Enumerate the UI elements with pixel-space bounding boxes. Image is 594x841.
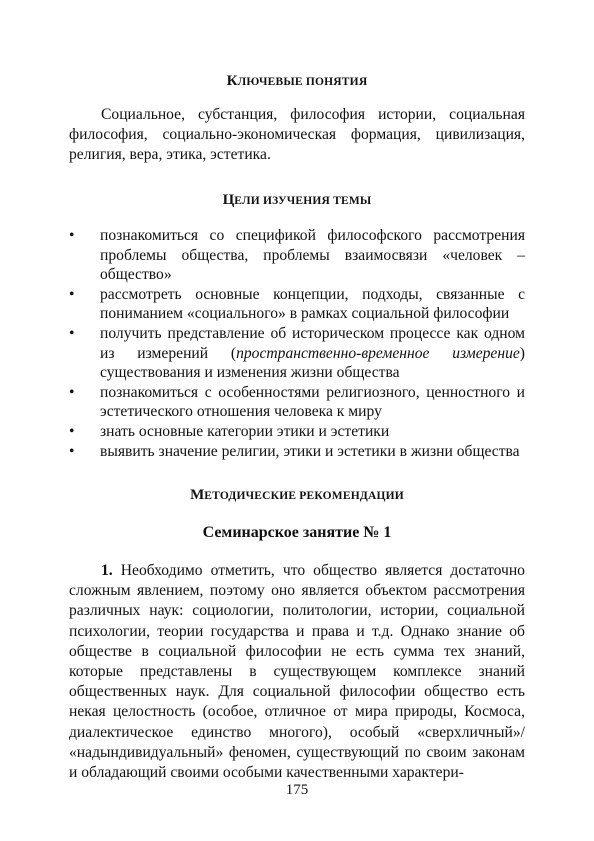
key-concepts-heading-initial: К xyxy=(226,73,238,89)
paragraph-text: Необходимо отметить, что общество является достаточно сложным явлением, поэтому оно является объектом рассмотрения различных наук: социологии, политологии, истории, социальной психологии, теории государства и права и т.д. Однако знание об обществе в социальной философии не есть сумма тех знаний, которые представлены в существующем комплексе знаний общественных наук. Для социальной философии общество есть некая целостность (особое, отличное от мира природы, Космоса, диалектическое единство многого), особый «сверхличный»/ «надындивидуальный» феномен, существующий по своим законам и обладающий своими особыми качественными характери- xyxy=(69,562,525,782)
goal-item-text: выявить значение религии, этики и эстетики в жизни общества xyxy=(100,442,520,460)
goal-item-text: знать основные категории этики и эстетики xyxy=(100,422,390,440)
goal-item xyxy=(69,422,525,442)
goal-item-text: рассмотреть основные концепции, подходы, связанные с пониманием «социального» в рамках социальной философии xyxy=(100,285,525,323)
methodical-heading xyxy=(69,486,525,506)
goal-item xyxy=(69,442,525,462)
key-concepts-heading-rest: ЛЮЧЕВЫЕ ПОНЯТИЯ xyxy=(237,76,368,88)
bullet-icon: • xyxy=(69,324,75,342)
goal-item xyxy=(69,285,525,324)
methodical-heading-initial: М xyxy=(190,487,205,503)
bullet-icon: • xyxy=(69,285,75,303)
goal-item-text: познакомиться со спецификой философского рассмотрения проблемы общества, проблемы взаимосвязи «человек – общество» xyxy=(100,227,525,284)
goal-item xyxy=(69,324,525,383)
paragraph-number: 1. xyxy=(101,562,113,579)
goal-item-text-before: получить представление об историческом процессе как одном из измерений ( xyxy=(100,324,525,362)
methodical-heading-rest: ЕТОДИЧЕСКИЕ РЕКОМЕНДАЦИИ xyxy=(204,490,404,502)
goals-heading-initial: Ц xyxy=(222,192,235,208)
goals-heading-rest: ЕЛИ ИЗУЧЕНИЯ ТЕМЫ xyxy=(234,195,372,207)
bullet-icon: • xyxy=(69,227,75,244)
bullet-icon: • xyxy=(69,422,75,440)
page-number: 175 xyxy=(285,782,309,798)
goals-list xyxy=(69,226,525,461)
goal-item-italic: пространственно-временное измерение xyxy=(236,344,520,362)
key-concepts-text: Социальное, субстанция, философия истории, социальная философия, социально-экономическая формация, цивилизация, религия, вера, этика, эстетика. xyxy=(69,106,525,164)
seminar-paragraph xyxy=(69,561,525,783)
goal-item-text-after: ) существования и изменения жизни общества xyxy=(100,344,525,382)
goal-item xyxy=(69,383,525,422)
key-concepts-heading xyxy=(69,72,525,92)
goals-heading xyxy=(69,191,525,211)
bullet-icon: • xyxy=(69,383,75,401)
seminar-title: Семинарское занятие № 1 xyxy=(202,524,392,541)
bullet-icon: • xyxy=(69,442,75,460)
goal-item-text: познакомиться с особенностями религиозного, ценностного и эстетического отношения человека к миру xyxy=(100,383,525,421)
goal-item xyxy=(69,226,525,285)
